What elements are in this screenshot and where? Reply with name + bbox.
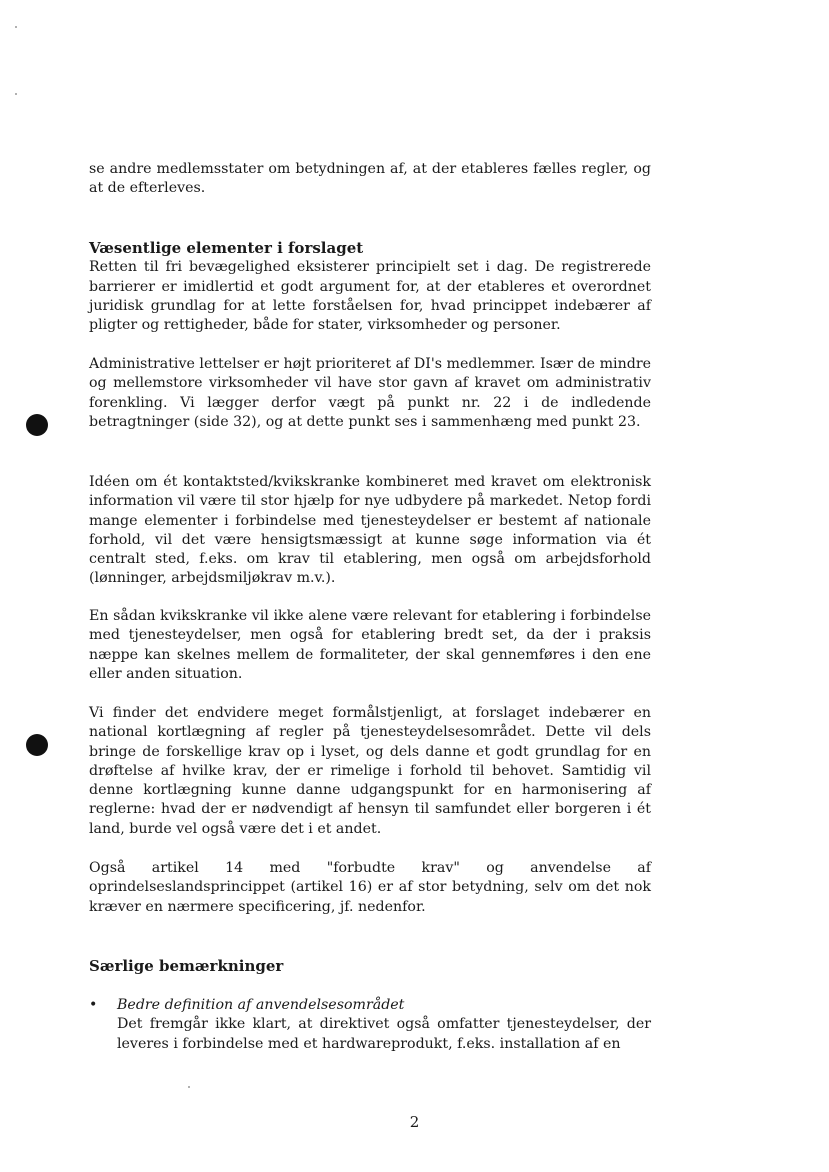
bullet-marker: • [89, 997, 98, 1013]
paragraph-intro-continuation [89, 160, 651, 199]
paragraph-administrative [89, 355, 651, 432]
paragraph-text: Vi finder det endvidere meget formålstjenligt, at forslaget indebærer en national kortlægning af regler på tjenesteydelsesområdet. Dette vil dels bringe de forskellige krav op i lyset, og dels danne et godt grundlag for en drøftelse af hvilke krav, der er rimelige i forhold til behovet. Samtidig vil denne kortlægning kunne danne udgangspunkt for en harmonisering af reglerne: hvad der er nødvendigt af hensyn til samfundet eller borgeren i ét land, burde vel også være det i et andet. [89, 705, 651, 837]
section-special-remarks [89, 957, 651, 976]
paragraph-text: Retten til fri bevægelighed eksisterer principielt set i dag. De registrerede barrierer er imidlertid et godt argument for, at der etableres et overordnet juridisk grundlag for at lette forståelsen for, hvad princippet indebærer af pligter og rettigheder, både for stater, virksomheder og personer. [89, 259, 651, 334]
section-essential-elements [89, 239, 651, 335]
scan-speck [15, 26, 17, 28]
paragraph-article-14 [89, 859, 651, 917]
scan-speck [15, 93, 17, 95]
punch-hole-top [26, 414, 48, 436]
page-number: 2 [409, 1113, 420, 1131]
paragraph-text: Administrative lettelser er højt prioriteret af DI's medlemmer. Især de mindre og mellemstore virksomheder vil have stor gavn af kravet om administrativ forenkling. Vi lægger derfor vægt på punkt nr. 22 i de indledende betragtninger (side 32), og at dette punkt ses i sammenhæng med punkt 23. [89, 356, 651, 430]
paragraph-text: En sådan kvikskranke vil ikke alene være relevant for etablering i forbindelse med tjenesteydelser, men også for etablering bredt set, da der i praksis næppe kan skelnes mellem de formaliteter, der skal gennemføres i den ene eller anden situation. [89, 608, 651, 682]
paragraph-text: se andre medlemsstater om betydningen af, at der etableres fælles regler, og at de efterleves. [89, 161, 651, 197]
paragraph-contact-point [89, 473, 651, 589]
paragraph-mapping [89, 704, 651, 839]
punch-hole-bottom [26, 734, 48, 756]
bullet-title: Bedre definition af anvendelsesområdet [117, 997, 405, 1013]
section-heading: Væsentlige elementer i forslaget [89, 239, 364, 257]
paragraph-text: Idéen om ét kontaktsted/kvikskranke kombineret med kravet om elektronisk information vil være til stor hjælp for nye udbydere på markedet. Netop fordi mange elementer i forbindelse med tjenesteydelser er bestemt af nationale forhold, vil det være hensigtsmæssigt at kunne søge information via ét centralt sted, f.eks. om krav til etablering, men også om arbejdsforhold (lønninger, arbejdsmiljøkrav m.v.). [89, 474, 651, 587]
paragraph-text: Også artikel 14 med "forbudte krav" og anvendelse af oprindelseslandsprincippet (artikel 16) er af stor betydning, selv om det nok kræver en nærmere specificering, jf. nedenfor. [89, 860, 651, 915]
scan-speck [188, 1086, 190, 1088]
section-heading: Særlige bemærkninger [89, 957, 284, 975]
paragraph-quick-desk [89, 607, 651, 684]
bullet-item [89, 996, 651, 1054]
bullet-text: Det fremgår ikke klart, at direktivet også omfatter tjenesteydelser, der leveres i forbindelse med et hardwareprodukt, f.eks. installation af en [117, 1016, 651, 1052]
bullet-body [117, 996, 651, 1054]
